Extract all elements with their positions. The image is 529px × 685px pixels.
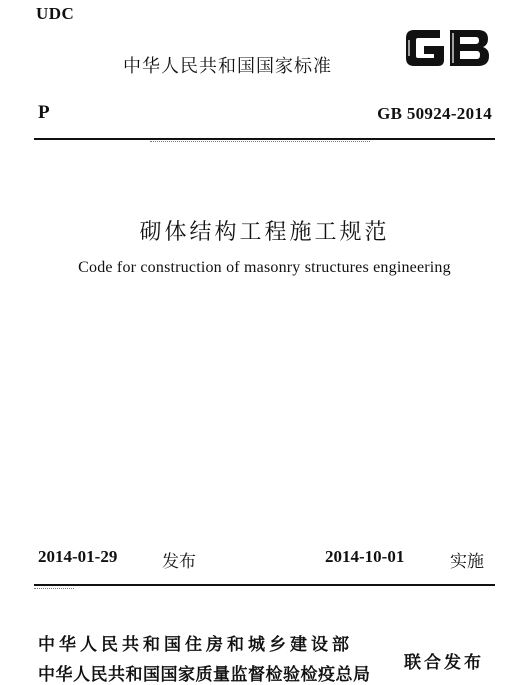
standard-type: 中华人民共和国国家标准 [123,56,332,77]
header-rule [34,138,495,140]
issue-date: 2014-01-29 [38,547,118,566]
gb-logo [400,22,492,74]
implementation-date: 2014-10-01 [325,547,405,566]
standard-number: GB 50924-2014 [377,104,492,123]
footer-rule-dots [34,588,74,589]
issuer-quality-supervision: 中华人民共和国国家质量监督检验检疫总局 [38,665,371,685]
title-chinese: 砌体结构工程施工规范 [139,220,390,245]
header-rule-dots [150,141,370,142]
footer-rule [34,584,495,586]
issue-label: 发布 [162,552,196,572]
joint-issue-label: 联合发布 [404,653,484,673]
issuer-ministry-housing: 中华人民共和国住房和城乡建设部 [38,635,353,655]
udc-label: UDC [36,4,75,23]
category-code: P [38,102,50,123]
title-english: Code for construction of masonry structures engineering [78,259,451,276]
implementation-label: 实施 [450,552,484,572]
